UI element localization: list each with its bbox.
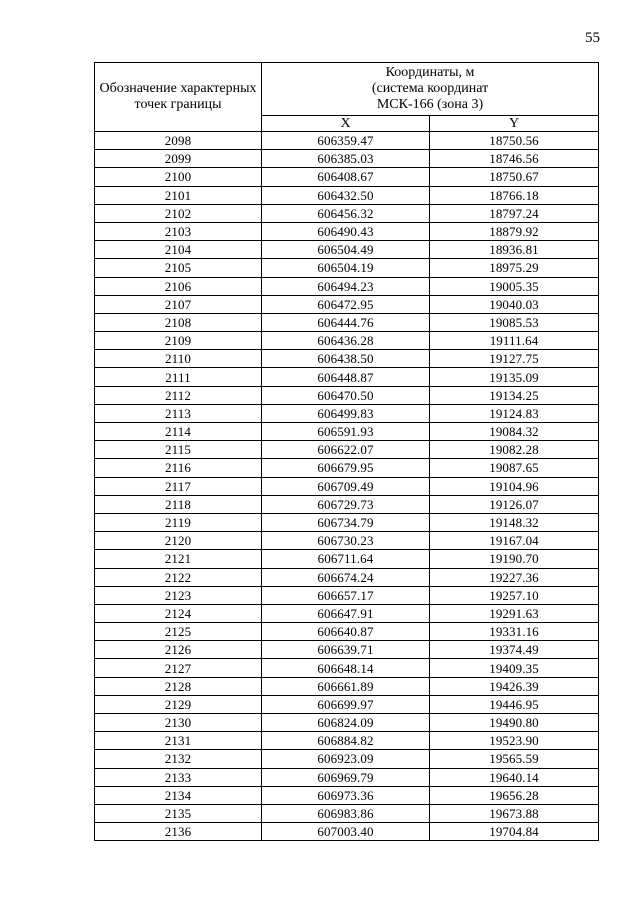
y-coordinate-cell: 19673.88 — [430, 804, 599, 822]
table-row — [95, 404, 599, 422]
x-coordinate-cell: 606734.79 — [262, 513, 430, 531]
header-coordinates-line1: Координаты, м — [385, 65, 475, 81]
y-coordinate-cell: 19135.09 — [430, 368, 599, 386]
x-coordinate-cell: 606490.43 — [262, 222, 430, 240]
x-coordinate-cell: 606711.64 — [262, 550, 430, 568]
header-coordinates-line2: (система координат — [371, 81, 489, 97]
x-coordinate-cell: 606456.32 — [262, 204, 430, 222]
table-row — [95, 313, 599, 331]
point-id-cell: 2108 — [95, 313, 262, 331]
point-id-cell: 2134 — [95, 786, 262, 804]
point-id-cell: 2120 — [95, 532, 262, 550]
point-id-cell: 2136 — [95, 823, 262, 841]
x-coordinate-cell: 606647.91 — [262, 604, 430, 622]
x-coordinate-cell: 606648.14 — [262, 659, 430, 677]
point-id-cell: 2115 — [95, 441, 262, 459]
point-id-cell: 2104 — [95, 241, 262, 259]
y-coordinate-cell: 19656.28 — [430, 786, 599, 804]
table-row — [95, 641, 599, 659]
x-coordinate-cell: 606923.09 — [262, 750, 430, 768]
x-coordinate-cell: 606709.49 — [262, 477, 430, 495]
y-coordinate-cell: 19040.03 — [430, 295, 599, 313]
y-coordinate-cell: 18797.24 — [430, 204, 599, 222]
point-id-cell: 2121 — [95, 550, 262, 568]
y-coordinate-cell: 19127.75 — [430, 350, 599, 368]
table-row — [95, 186, 599, 204]
y-coordinate-cell: 19082.28 — [430, 441, 599, 459]
point-id-cell: 2123 — [95, 586, 262, 604]
table-row — [95, 277, 599, 295]
y-coordinate-cell: 18750.67 — [430, 168, 599, 186]
y-coordinate-cell: 19565.59 — [430, 750, 599, 768]
table-row — [95, 786, 599, 804]
x-coordinate-cell: 606730.23 — [262, 532, 430, 550]
x-coordinate-cell: 606499.83 — [262, 404, 430, 422]
y-coordinate-cell: 19111.64 — [430, 332, 599, 350]
point-id-cell: 2128 — [95, 677, 262, 695]
x-coordinate-cell: 606699.97 — [262, 695, 430, 713]
table-row — [95, 550, 599, 568]
point-id-cell: 2101 — [95, 186, 262, 204]
table-row — [95, 495, 599, 513]
y-coordinate-cell: 19124.83 — [430, 404, 599, 422]
x-coordinate-cell: 606408.67 — [262, 168, 430, 186]
table-row — [95, 332, 599, 350]
x-coordinate-cell: 606679.95 — [262, 459, 430, 477]
x-coordinate-cell: 606438.50 — [262, 350, 430, 368]
table-row — [95, 695, 599, 713]
point-id-cell: 2119 — [95, 513, 262, 531]
x-coordinate-cell: 606973.36 — [262, 786, 430, 804]
point-id-cell: 2102 — [95, 204, 262, 222]
point-id-cell: 2109 — [95, 332, 262, 350]
point-id-cell: 2129 — [95, 695, 262, 713]
table-row — [95, 768, 599, 786]
x-coordinate-cell: 606591.93 — [262, 423, 430, 441]
y-coordinate-cell: 19005.35 — [430, 277, 599, 295]
table-row — [95, 750, 599, 768]
boundary-points-table — [94, 62, 599, 841]
x-coordinate-cell: 606504.19 — [262, 259, 430, 277]
page-number: 55 — [585, 30, 600, 46]
x-coordinate-cell: 606385.03 — [262, 150, 430, 168]
table-row — [95, 568, 599, 586]
header-coordinates — [262, 63, 599, 116]
point-id-cell: 2114 — [95, 423, 262, 441]
point-id-cell: 2125 — [95, 623, 262, 641]
y-coordinate-cell: 19134.25 — [430, 386, 599, 404]
point-id-cell: 2106 — [95, 277, 262, 295]
header-y: Y — [430, 116, 599, 132]
x-coordinate-cell: 606674.24 — [262, 568, 430, 586]
point-id-cell: 2126 — [95, 641, 262, 659]
point-id-cell: 2122 — [95, 568, 262, 586]
table-row — [95, 532, 599, 550]
y-coordinate-cell: 19126.07 — [430, 495, 599, 513]
y-coordinate-cell: 18879.92 — [430, 222, 599, 240]
y-coordinate-cell: 19446.95 — [430, 695, 599, 713]
header-points-label: Обозначение характерных точек границы — [99, 81, 257, 112]
x-coordinate-cell: 606640.87 — [262, 623, 430, 641]
x-coordinate-cell: 606432.50 — [262, 186, 430, 204]
y-coordinate-cell: 18936.81 — [430, 241, 599, 259]
x-coordinate-cell: 606639.71 — [262, 641, 430, 659]
point-id-cell: 2100 — [95, 168, 262, 186]
header-x: X — [262, 116, 430, 132]
table-row — [95, 586, 599, 604]
x-coordinate-cell: 606969.79 — [262, 768, 430, 786]
table-row — [95, 441, 599, 459]
point-id-cell: 2103 — [95, 222, 262, 240]
table-row — [95, 459, 599, 477]
header-points — [95, 63, 262, 132]
point-id-cell: 2112 — [95, 386, 262, 404]
point-id-cell: 2099 — [95, 150, 262, 168]
x-coordinate-cell: 606444.76 — [262, 313, 430, 331]
y-coordinate-cell: 19167.04 — [430, 532, 599, 550]
table-row — [95, 804, 599, 822]
x-coordinate-cell: 606470.50 — [262, 386, 430, 404]
table-row — [95, 659, 599, 677]
table-row — [95, 168, 599, 186]
table-row — [95, 259, 599, 277]
point-id-cell: 2133 — [95, 768, 262, 786]
x-coordinate-cell: 606657.17 — [262, 586, 430, 604]
x-coordinate-cell: 606729.73 — [262, 495, 430, 513]
header-coordinates-line3: МСК-166 (зона 3) — [376, 96, 484, 112]
y-coordinate-cell: 19426.39 — [430, 677, 599, 695]
y-coordinate-cell: 19148.32 — [430, 513, 599, 531]
x-coordinate-cell: 606824.09 — [262, 714, 430, 732]
table-row — [95, 350, 599, 368]
table-row — [95, 150, 599, 168]
x-coordinate-cell: 606494.23 — [262, 277, 430, 295]
x-coordinate-cell: 606436.28 — [262, 332, 430, 350]
point-id-cell: 2107 — [95, 295, 262, 313]
y-coordinate-cell: 19490.80 — [430, 714, 599, 732]
y-coordinate-cell: 19704.84 — [430, 823, 599, 841]
table-row — [95, 132, 599, 150]
point-id-cell: 2117 — [95, 477, 262, 495]
y-coordinate-cell: 19409.35 — [430, 659, 599, 677]
y-coordinate-cell: 19087.65 — [430, 459, 599, 477]
y-coordinate-cell: 19291.63 — [430, 604, 599, 622]
table-row — [95, 204, 599, 222]
point-id-cell: 2098 — [95, 132, 262, 150]
point-id-cell: 2135 — [95, 804, 262, 822]
y-coordinate-cell: 19374.49 — [430, 641, 599, 659]
x-coordinate-cell: 606622.07 — [262, 441, 430, 459]
table-row — [95, 732, 599, 750]
table-row — [95, 823, 599, 841]
y-coordinate-cell: 18750.56 — [430, 132, 599, 150]
table-row — [95, 241, 599, 259]
point-id-cell: 2105 — [95, 259, 262, 277]
x-coordinate-cell: 606983.86 — [262, 804, 430, 822]
table-row — [95, 386, 599, 404]
y-coordinate-cell: 18975.29 — [430, 259, 599, 277]
table-row — [95, 677, 599, 695]
y-coordinate-cell: 19190.70 — [430, 550, 599, 568]
table-body — [95, 132, 599, 841]
y-coordinate-cell: 19331.16 — [430, 623, 599, 641]
table-row — [95, 423, 599, 441]
table-row — [95, 477, 599, 495]
x-coordinate-cell: 606884.82 — [262, 732, 430, 750]
y-coordinate-cell: 19523.90 — [430, 732, 599, 750]
x-coordinate-cell: 606504.49 — [262, 241, 430, 259]
table-row — [95, 714, 599, 732]
y-coordinate-cell: 19640.14 — [430, 768, 599, 786]
point-id-cell: 2131 — [95, 732, 262, 750]
table-row — [95, 295, 599, 313]
point-id-cell: 2130 — [95, 714, 262, 732]
point-id-cell: 2113 — [95, 404, 262, 422]
y-coordinate-cell: 19104.96 — [430, 477, 599, 495]
point-id-cell: 2124 — [95, 604, 262, 622]
x-coordinate-cell: 606359.47 — [262, 132, 430, 150]
table-row — [95, 513, 599, 531]
y-coordinate-cell: 19084.32 — [430, 423, 599, 441]
y-coordinate-cell: 19257.10 — [430, 586, 599, 604]
point-id-cell: 2132 — [95, 750, 262, 768]
table-row — [95, 604, 599, 622]
table-row — [95, 623, 599, 641]
x-coordinate-cell: 606448.87 — [262, 368, 430, 386]
y-coordinate-cell: 19085.53 — [430, 313, 599, 331]
point-id-cell: 2127 — [95, 659, 262, 677]
point-id-cell: 2111 — [95, 368, 262, 386]
point-id-cell: 2116 — [95, 459, 262, 477]
table-row — [95, 222, 599, 240]
y-coordinate-cell: 18746.56 — [430, 150, 599, 168]
table-row — [95, 368, 599, 386]
y-coordinate-cell: 18766.18 — [430, 186, 599, 204]
y-coordinate-cell: 19227.36 — [430, 568, 599, 586]
point-id-cell: 2118 — [95, 495, 262, 513]
x-coordinate-cell: 606472.95 — [262, 295, 430, 313]
point-id-cell: 2110 — [95, 350, 262, 368]
x-coordinate-cell: 606661.89 — [262, 677, 430, 695]
x-coordinate-cell: 607003.40 — [262, 823, 430, 841]
